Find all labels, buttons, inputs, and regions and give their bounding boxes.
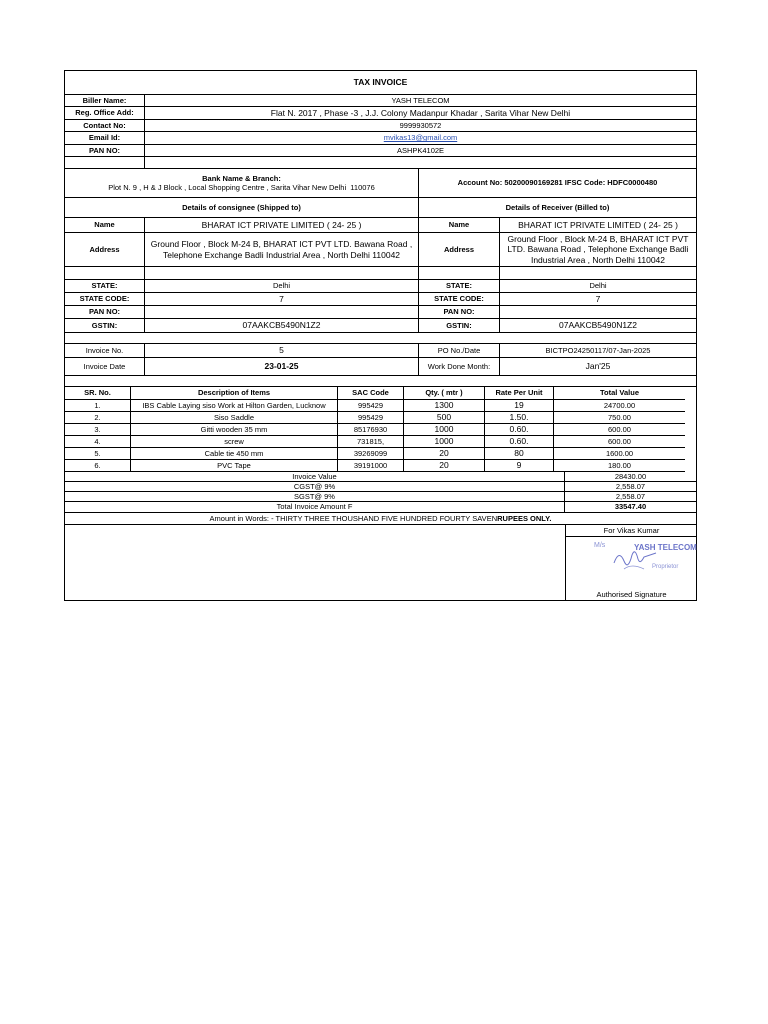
po-number: BICTPO24250117/07-Jan-2025 <box>500 344 696 358</box>
invoice-value: 28430.00 <box>565 472 696 482</box>
po-label: PO No./Date <box>419 344 500 358</box>
biller-address-label: Reg. Office Add: <box>65 107 145 120</box>
account-info: Account No: 50200090169281 IFSC Code: HDFC0000480 <box>419 169 696 198</box>
consignee-name-label: Name <box>65 218 145 233</box>
item-description: Siso Saddle <box>131 412 338 424</box>
bank-block <box>65 169 696 198</box>
item-total: 1600.00 <box>554 448 685 460</box>
item-total: 180.00 <box>554 460 685 472</box>
biller-address: Flat N. 2017 , Phase -3 , J.J. Colony Madanpur Khadar , Sarita Vihar New Delhi <box>145 107 696 120</box>
item-sr: 4. <box>65 436 131 448</box>
receiver-state-label: STATE: <box>419 280 500 293</box>
item-total: 600.00 <box>554 436 685 448</box>
item-description: Cable tie 450 mm <box>131 448 338 460</box>
item-sac: 85176930 <box>338 424 404 436</box>
item-sr: 2. <box>65 412 131 424</box>
item-qty: 1000 <box>404 436 485 448</box>
stamp-role: Proprietor <box>652 564 679 570</box>
biller-name-label: Biller Name: <box>65 95 145 107</box>
item-rate: 80 <box>485 448 554 460</box>
col-header-description: Description of Items <box>131 387 338 400</box>
item-qty: 500 <box>404 412 485 424</box>
blank-row <box>65 376 696 387</box>
signature-label: Authorised Signature <box>596 590 667 599</box>
consignee-state-code: 7 <box>145 293 419 306</box>
signature-box <box>565 525 697 600</box>
consignee-state-code-label: STATE CODE: <box>65 293 145 306</box>
blank-cell <box>145 157 696 169</box>
receiver-state: Delhi <box>500 280 696 293</box>
receiver-gstin-label: GSTIN: <box>419 319 500 333</box>
item-rate: 9 <box>485 460 554 472</box>
consignee-pan <box>145 306 419 319</box>
consignee-gstin: 07AAKCB5490N1Z2 <box>145 319 419 333</box>
item-total: 600.00 <box>554 424 685 436</box>
item-sac: 995429 <box>338 400 404 412</box>
biller-name: YASH TELECOM <box>145 95 696 107</box>
item-sac: 731815, <box>338 436 404 448</box>
receiver-pan-label: PAN NO: <box>419 306 500 319</box>
signature-for: For Vikas Kumar <box>566 525 697 537</box>
consignee-pan-label: PAN NO: <box>65 306 145 319</box>
blank-cell <box>65 267 145 280</box>
item-sr: 6. <box>65 460 131 472</box>
receiver-name: BHARAT ICT PRIVATE LIMITED ( 24- 25 ) <box>500 218 696 233</box>
receiver-address-label: Address <box>419 233 500 267</box>
invoice-title: TAX INVOICE <box>65 71 696 95</box>
party-details <box>65 198 696 387</box>
invoice-no: 5 <box>145 344 419 358</box>
consignee-address: Ground Floor , Block M-24 B, BHARAT ICT PVT LTD. Bawana Road , Telephone Exchange Badli Industrial Area , North Delhi 110042 <box>145 233 419 267</box>
email-link[interactable]: mvikas13@gmail.com <box>383 133 458 143</box>
signature-scribble <box>614 552 656 565</box>
item-description: Gitti wooden 35 mm <box>131 424 338 436</box>
contact-label: Contact No: <box>65 120 145 132</box>
sgst-value: 2,558.07 <box>565 492 696 502</box>
item-total: 24700.00 <box>554 400 685 412</box>
total-amount-label: Total Invoice Amount F <box>65 502 565 513</box>
receiver-state-code-label: STATE CODE: <box>419 293 500 306</box>
invoice-date-label: Invoice Date <box>65 358 145 376</box>
consignee-address-label: Address <box>65 233 145 267</box>
stamp-company: YASH TELECOM <box>634 543 697 552</box>
email-cell <box>145 132 696 145</box>
consignee-gstin-label: GSTIN: <box>65 319 145 333</box>
item-sac: 39191000 <box>338 460 404 472</box>
consignee-state: Delhi <box>145 280 419 293</box>
blank-cell <box>419 267 500 280</box>
items-table <box>65 387 696 472</box>
cgst-value: 2,558.07 <box>565 482 696 492</box>
col-header-rate: Rate Per Unit <box>485 387 554 400</box>
receiver-name-label: Name <box>419 218 500 233</box>
invoice-sheet <box>64 70 697 601</box>
receiver-state-code: 7 <box>500 293 696 306</box>
bank-branch-line <box>108 183 375 192</box>
signature-stamp <box>566 539 697 589</box>
biller-block <box>65 95 696 169</box>
amount-words-text: Amount in Words: - THIRTY THREE THOUSHAND FIVE HUNDRED FOURTY SAVEN <box>209 513 498 523</box>
col-header-qty: Qty. ( mtr ) <box>404 387 485 400</box>
total-amount: 33547.40 <box>565 502 696 513</box>
item-rate: 0.60. <box>485 436 554 448</box>
item-rate: 0.60. <box>485 424 554 436</box>
receiver-pan <box>500 306 696 319</box>
receiver-gstin: 07AAKCB5490N1Z2 <box>500 319 696 333</box>
blank-cell <box>500 267 696 280</box>
item-sac: 39269099 <box>338 448 404 460</box>
bank-details <box>65 169 419 198</box>
receiver-header: Details of Receiver (Billed to) <box>419 198 696 218</box>
item-rate: 19 <box>485 400 554 412</box>
item-sr: 3. <box>65 424 131 436</box>
consignee-header: Details of consignee (Shipped to) <box>65 198 419 218</box>
signature-area <box>65 525 696 600</box>
svg-text:M/s: M/s <box>594 542 606 549</box>
bank-label: Bank Name & Branch: <box>202 173 281 183</box>
email-label: Email Id: <box>65 132 145 145</box>
item-description: screw <box>131 436 338 448</box>
item-total: 750.00 <box>554 412 685 424</box>
item-description: PVC Tape <box>131 460 338 472</box>
blank-row <box>65 333 696 344</box>
amount-in-words <box>65 513 696 525</box>
item-description: IBS Cable Laying siso Work at Hilton Garden, Lucknow <box>131 400 338 412</box>
item-qty: 20 <box>404 460 485 472</box>
sgst-label: SGST@ 9% <box>65 492 565 502</box>
consignee-state-label: STATE: <box>65 280 145 293</box>
item-sr: 1. <box>65 400 131 412</box>
bank-pin: 110076 <box>350 183 375 192</box>
biller-pan-label: PAN NO: <box>65 145 145 157</box>
bank-branch: Plot N. 9 , H & J Block , Local Shopping Centre , Sarita Vihar New Delhi <box>108 183 347 192</box>
item-sr: 5. <box>65 448 131 460</box>
item-sac: 995429 <box>338 412 404 424</box>
work-month-label: Work Done Month: <box>419 358 500 376</box>
receiver-address: Ground Floor , Block M-24 B, BHARAT ICT PVT LTD. Bawana Road , Telephone Exchange Badli Industrial Area , North Delhi 110042 <box>500 233 696 267</box>
invoice-date: 23-01-25 <box>145 358 419 376</box>
col-header-sac: SAC Code <box>338 387 404 400</box>
amount-words-suffix: RUPEES ONLY. <box>497 513 552 523</box>
consignee-name: BHARAT ICT PRIVATE LIMITED ( 24- 25 ) <box>145 218 419 233</box>
contact-number: 9999930572 <box>145 120 696 132</box>
totals-block <box>65 472 696 513</box>
blank-cell <box>65 157 145 169</box>
item-rate: 1.50. <box>485 412 554 424</box>
invoice-no-label: Invoice No. <box>65 344 145 358</box>
item-qty: 20 <box>404 448 485 460</box>
col-header-total: Total Value <box>554 387 685 400</box>
invoice-value-label: Invoice Value <box>65 472 565 482</box>
work-month: Jan'25 <box>500 358 696 376</box>
item-qty: 1000 <box>404 424 485 436</box>
biller-pan: ASHPK4102E <box>145 145 696 157</box>
col-header-sr: SR. No. <box>65 387 131 400</box>
item-qty: 1300 <box>404 400 485 412</box>
blank-cell <box>145 267 419 280</box>
cgst-label: CGST@ 9% <box>65 482 565 492</box>
